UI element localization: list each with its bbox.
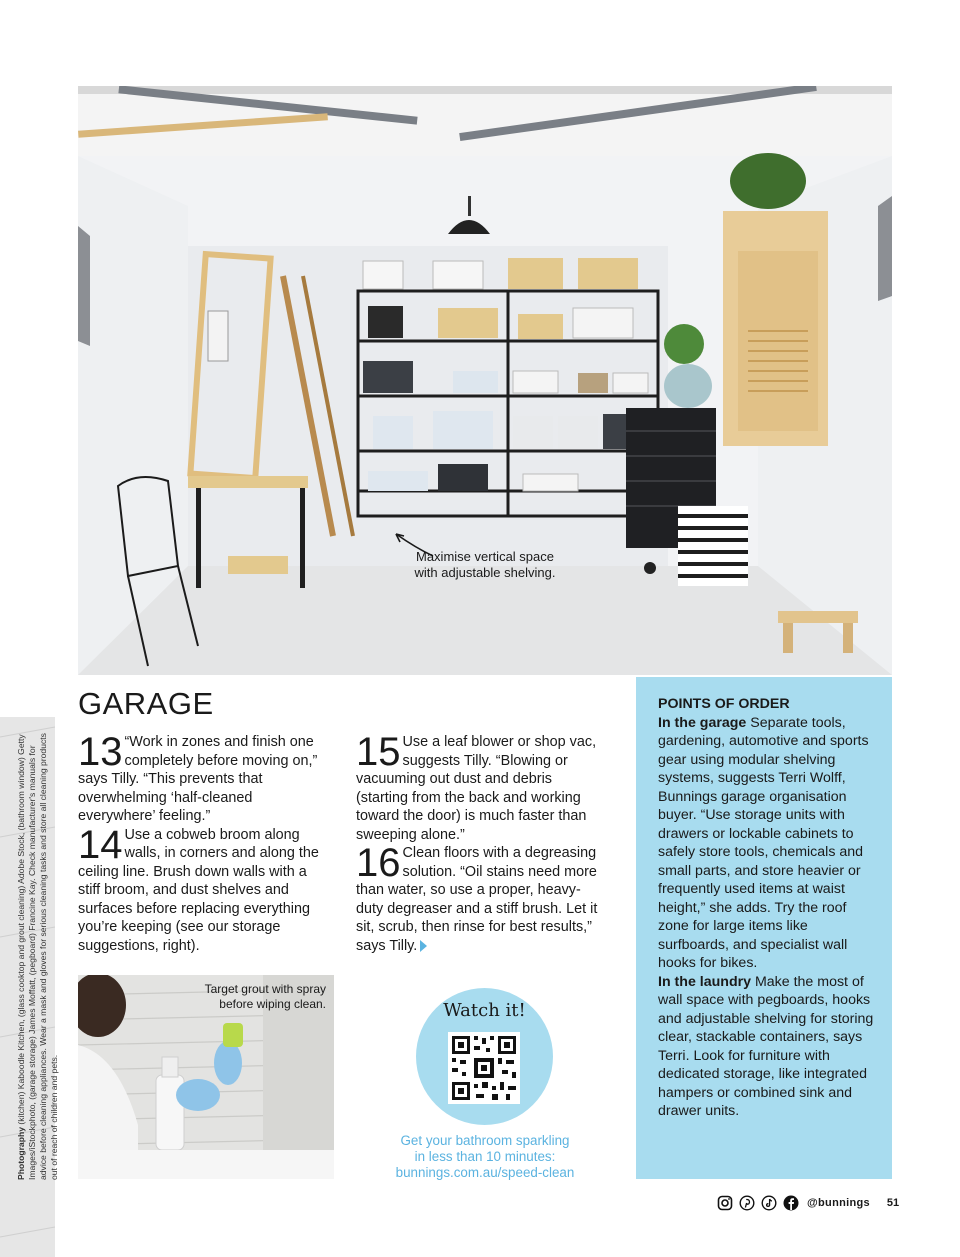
hero-caption: Maximise vertical space with adjustable shelving. (414, 549, 556, 580)
points-heading: POINTS OF ORDER (658, 696, 790, 712)
text-column-left (78, 730, 323, 955)
watch-it-text (380, 1133, 590, 1181)
garage-text: Separate tools, gardening, automotive and sports gear using modular shelving systems, suggests Terri Wolff, Bunnings garage organisation buyer. “Use storage units with drawers or lockable cabinets to safely store tools, chemicals and small parts, and store heavier or frequently used items at waist height,” she adds. Try the roof zone for large items like surfboards, and specialist wall hooks for bikes. (658, 714, 869, 971)
page-footer (716, 1193, 899, 1213)
laundry-text: Make the most of wall space with pegboards, hooks and adjustable shelving for storing clear, stackable containers, says Terri. Look for furniture with dedicated storage, like integrated hampers or combined sink and drawer units. (658, 973, 874, 1119)
tip-15 (356, 730, 601, 844)
tip-number: 14 (78, 822, 123, 867)
tip-text: Clean floors with a degreasing solution. “Oil stains need more than water, so use a proper, heavy-duty degreaser and a stiff brush. Let it sit, scrub, then rinse for best results,” says Tilly. (356, 845, 598, 954)
garage-label: In the garage (658, 714, 747, 731)
tile-photo-caption: Target grout with spray before wiping clean. (204, 982, 326, 1011)
instagram-icon[interactable] (716, 1195, 733, 1212)
tip-number: 15 (356, 730, 401, 774)
pinterest-icon[interactable] (738, 1195, 755, 1212)
credits-text: (kitchen) Kaboodle Kitchen, (glass cooktop and grout cleaning) Adobe Stock, (bathroom window) Getty Images/iStockphoto, (garage storage) James Moffatt, (pegboard) Francine Kay. Check manufacturer's manuals for advice before cleaning appliances. Wear a mask and gloves for serious cleaning tasks and store all cleaning products out of reach of children and pets. (16, 733, 59, 1180)
watch-url-link[interactable]: bunnings.com.au/speed-clean (395, 1165, 575, 1180)
tip-number: 13 (78, 730, 123, 774)
garage-paragraph (658, 715, 869, 972)
watch-it-title: Watch it! (443, 1000, 526, 1021)
tiktok-icon[interactable] (760, 1195, 777, 1212)
watch-line-2: in less than 10 minutes: (414, 1149, 556, 1164)
tip-text: “Work in zones and finish one completely before moving on,” says Tilly. “This prevents that overwhelming ‘half-cleaned everywhere’ feeling.” (78, 734, 318, 824)
laundry-paragraph (658, 974, 873, 1120)
tip-text: Use a cobweb broom along walls, in corners and along the ceiling line. Brush down walls with a stiff broom, and dust shelves and surfaces before replacing everything you’re keeping (see our storage suggestions, right). (78, 826, 319, 954)
social-handle[interactable]: @bunnings (807, 1197, 870, 1209)
tip-13 (78, 730, 323, 826)
laundry-label: In the laundry (658, 973, 752, 990)
section-title: GARAGE (78, 686, 214, 721)
points-of-order-text (658, 695, 878, 1121)
garage-photo (78, 86, 892, 675)
garage-illustration (78, 86, 892, 675)
qr-code-icon (448, 1032, 520, 1104)
tip-16 (356, 841, 601, 955)
tip-number: 16 (356, 841, 401, 885)
photo-credits (16, 720, 60, 1180)
continue-arrow-icon (420, 940, 427, 952)
credits-label: Photography (16, 1127, 26, 1180)
tip-14 (78, 822, 323, 956)
tip-text: Use a leaf blower or shop vac, suggests Tilly. “Blowing or vacuuming out dust and debris (starting from the back and working toward the door) is much faster than sweeping alone.” (356, 734, 597, 843)
qr-code[interactable] (448, 1032, 520, 1104)
text-column-middle (356, 730, 601, 955)
facebook-icon[interactable] (782, 1195, 799, 1212)
page-number: 51 (886, 1197, 900, 1209)
watch-line-1: Get your bathroom sparkling (400, 1133, 570, 1148)
